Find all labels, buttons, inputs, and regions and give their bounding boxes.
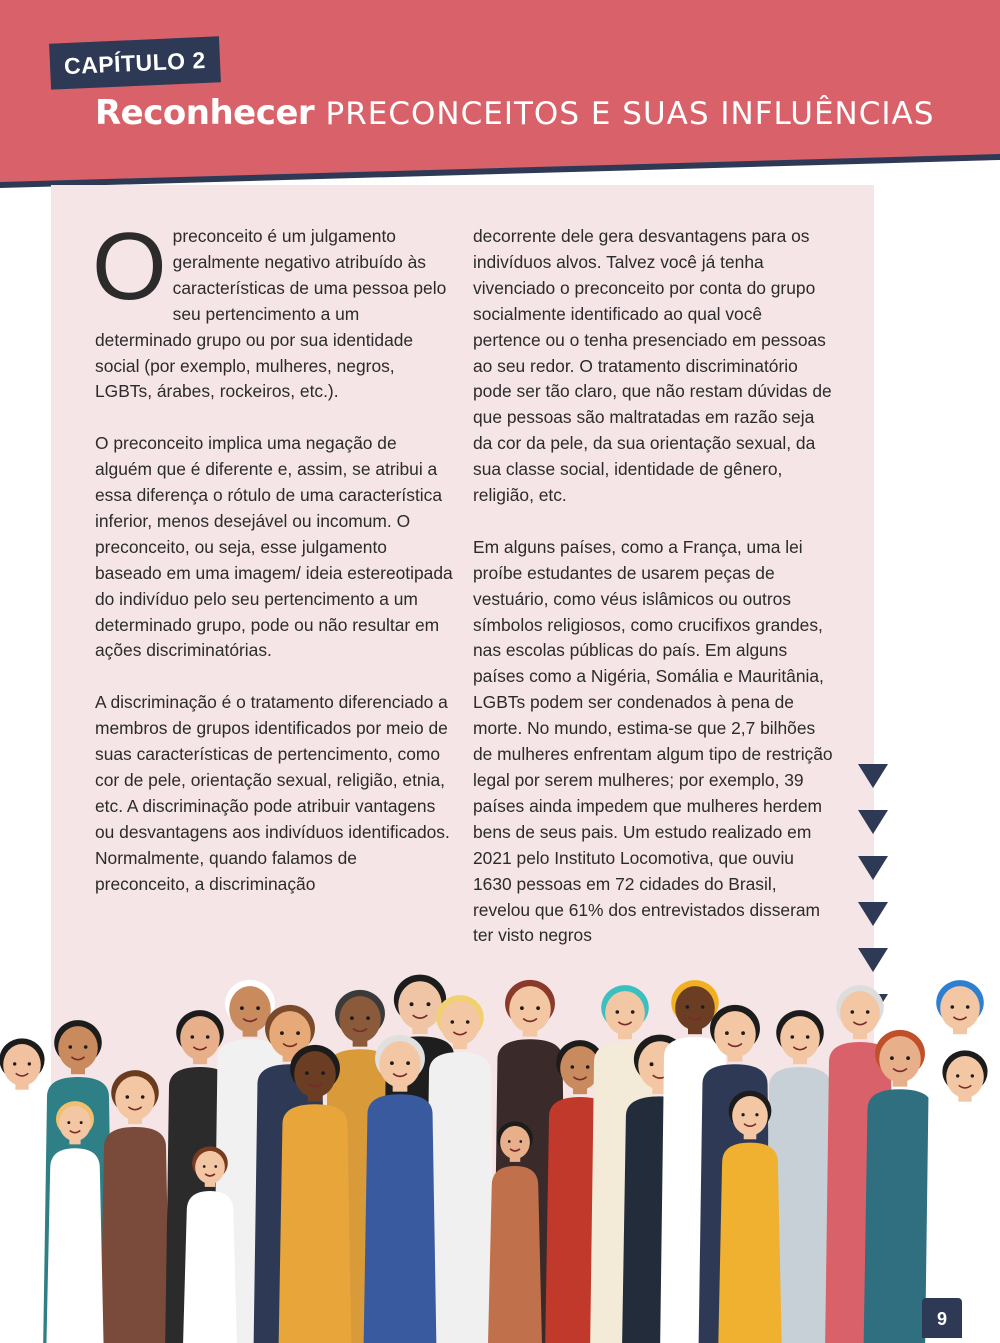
page-number: 9 [922, 1298, 962, 1338]
right-column [473, 224, 833, 975]
page-title [95, 90, 934, 137]
chapter-label: CAPÍTULO 2 [49, 36, 221, 89]
triangle-down-icon [858, 810, 888, 834]
diverse-crowd-illustration [0, 955, 1000, 1343]
triangle-down-icon [858, 856, 888, 880]
left-paragraph-3: A discriminação é o tratamento diferenciado a membros de grupos identificados por meio de suas características de pertencimento, como cor de pele, orientação sexual, religião, etnia, etc. A discriminação pode atribuir vantagens ou desvantagens aos indivíduos identificados. Normalmente, quando falamos de preconceito, a discriminação [95, 692, 450, 894]
drop-cap: O [92, 213, 167, 320]
left-paragraph-1 [92, 213, 455, 405]
right-paragraph-2: Em alguns países, como a França, uma lei proíbe estudantes de usarem peças de vestuário, como véus islâmicos ou outros símbolos religiosos, como crucifixos grandes, nas escolas públicas do país. Em alguns países como a Nigéria, Somália e Mauritânia, LGBTs podem ser condenados à pena de morte. No mundo, estima-se que 2,7 bilhões de mulheres enfrentam algum tipo de restrição legal por serem mulheres; por exemplo, 39 países ainda impedem que mulheres herdem bens de seus pais. Um estudo realizado em 2021 pelo Instituto Locomotiva, que ouviu 1630 pessoas em 72 cidades do Brasil, revelou que 61% dos entrevistados disseram ter visto negros [473, 536, 833, 946]
left-column [92, 213, 455, 923]
triangle-down-icon [858, 764, 888, 788]
left-paragraph-1-text: preconceito é um julgamento geralmente negativo atribuído às características de uma pessoa pelo seu pertencimento a um determinado grupo ou por sua identidade social (por exemplo, mulheres, negros, LGBTs, árabes, rockeiros, etc.). [95, 226, 447, 402]
triangle-down-icon [858, 902, 888, 926]
right-paragraph-1: decorrente dele gera desvantagens para os indivíduos alvos. Talvez você já tenha vivenciado o preconceito por conta do grupo socialmente identificado ao qual você pertence ou o tenha presenciado em pessoas ao seu redor. O tratamento discriminatório pode ser tão claro, que não restam dúvidas de que pessoas são maltratadas em razão seja da cor da pele, da sua orientação sexual, da sua classe social, identidade de gênero, religião, etc. [473, 226, 832, 506]
page-title-bold: Reconhecer [95, 93, 326, 133]
page-title-caps: PRECONCEITOS E SUAS INFLUÊNCIAS [325, 96, 935, 132]
left-paragraph-2: O preconceito implica uma negação de alguém que é diferente e, assim, se atribui a essa diferença o rótulo de uma característica inferior, menos desejável ou incomum. O preconceito, ou seja, esse julgamento baseado em uma imagem/ ideia estereotipada do indivíduo pelo seu pertencimento a um determinado grupo, pode ou não resultar em ações discriminatórias. [95, 433, 453, 661]
